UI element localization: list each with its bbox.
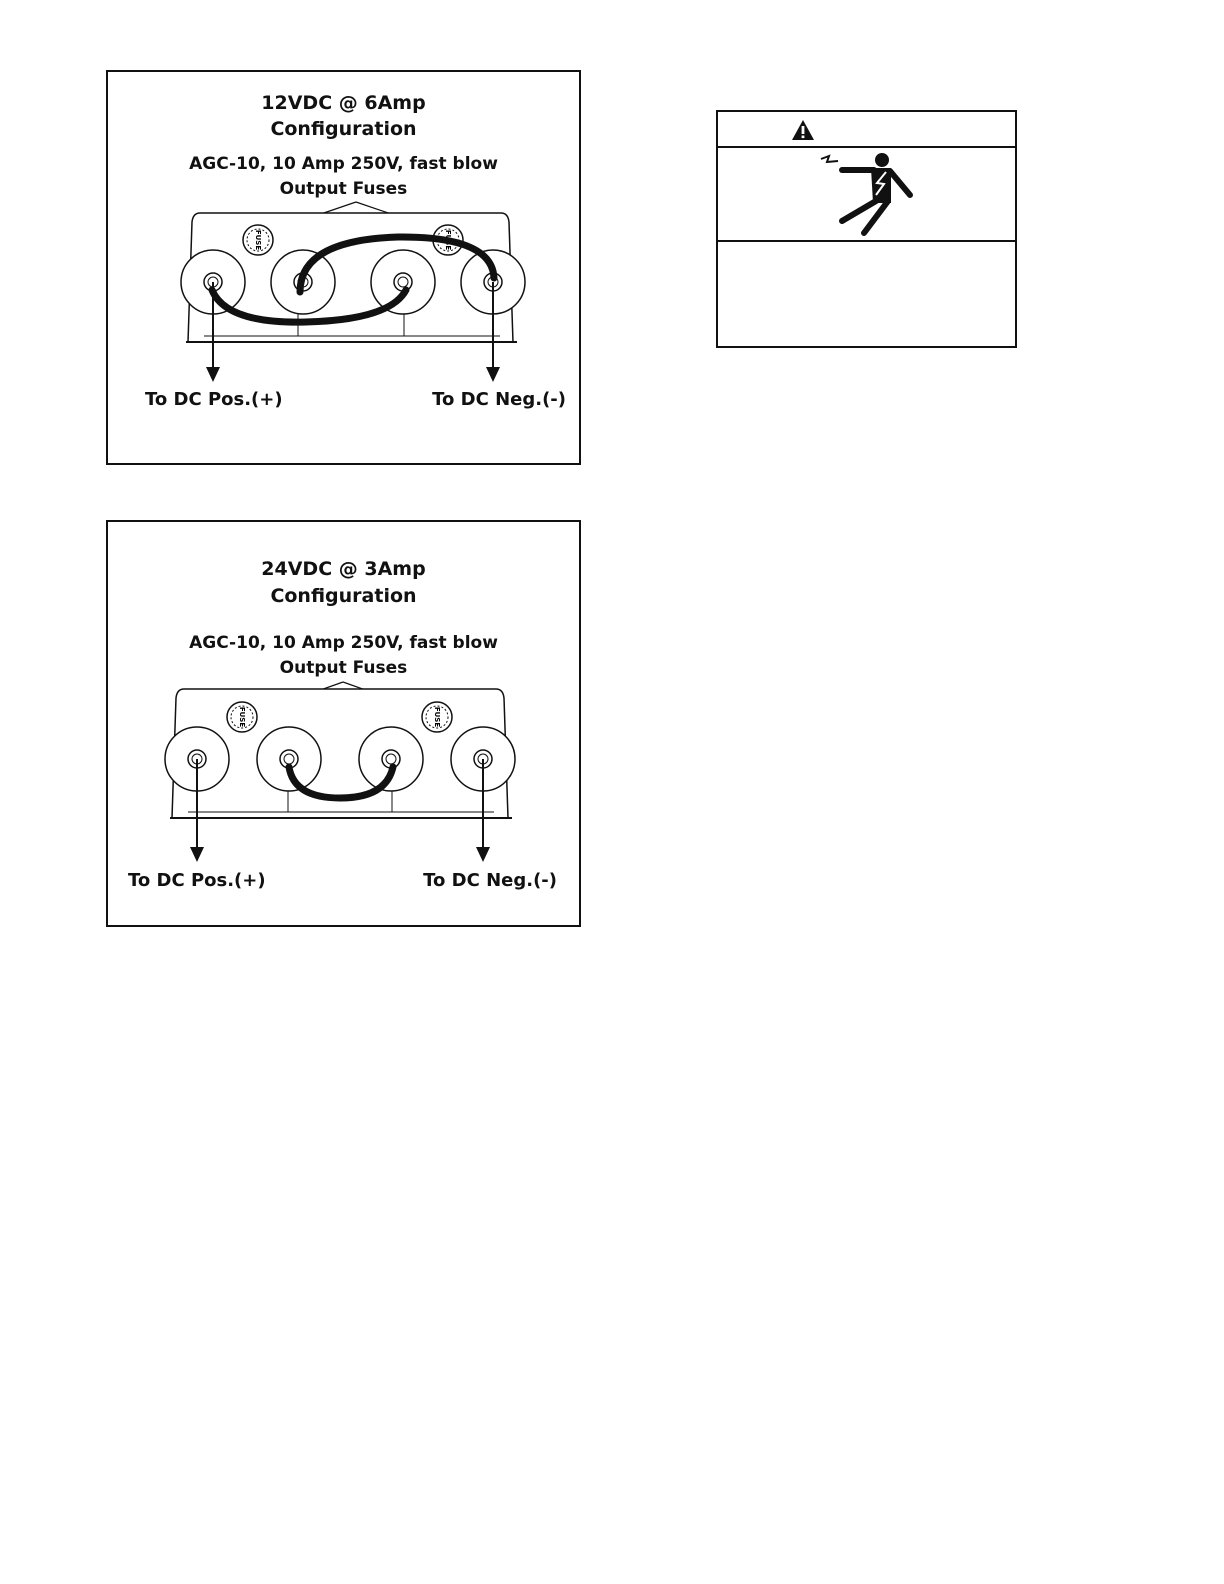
- fuse-text: FUSE: [254, 229, 262, 251]
- fuse-holder-right: [422, 702, 452, 732]
- output-fuses-label: Output Fuses: [279, 179, 408, 199]
- fuse-holder-left: [227, 702, 257, 732]
- fuse-text: FUSE: [444, 229, 452, 251]
- terminal-2: [257, 727, 321, 791]
- dc-pos-label: To DC Pos.(+): [128, 870, 266, 891]
- shock-warning-box: [716, 110, 1017, 348]
- panel-title-line1: 24VDC @ 3Amp: [261, 558, 426, 580]
- diagram-panel-24vdc: [106, 520, 581, 927]
- dc-pos-label: To DC Pos.(+): [145, 389, 283, 410]
- warning-body: [718, 242, 1015, 346]
- fuse-holder-left: [243, 225, 273, 255]
- pos-arrow-icon: [190, 847, 204, 862]
- fuse-text: FUSE: [238, 706, 246, 728]
- warning-symbol-area: [718, 148, 1015, 242]
- terminal-3: [359, 727, 423, 791]
- terminal-3: [371, 250, 435, 314]
- fuse-spec-label: AGC-10, 10 Amp 250V, fast blow: [189, 154, 498, 174]
- dc-neg-label: To DC Neg.(-): [432, 389, 566, 410]
- terminal-block-diagram-24v: [108, 522, 579, 925]
- panel-title-line2: Configuration: [270, 585, 417, 607]
- neg-arrow-icon: [476, 847, 490, 862]
- diagram-panel-12vdc: [106, 70, 581, 465]
- neg-arrow-icon: [486, 367, 500, 382]
- fuse-spec-label: AGC-10, 10 Amp 250V, fast blow: [189, 633, 498, 653]
- dc-neg-label: To DC Neg.(-): [423, 870, 557, 891]
- warning-header: [718, 112, 1015, 148]
- pos-arrow-icon: [206, 367, 220, 382]
- panel-title-line2: Configuration: [270, 118, 417, 140]
- output-fuses-label: Output Fuses: [279, 658, 408, 678]
- panel-title-line1: 12VDC @ 6Amp: [261, 92, 426, 114]
- warning-triangle-icon: [791, 119, 815, 141]
- fuse-text: FUSE: [433, 706, 441, 728]
- electric-shock-icon: [820, 151, 920, 237]
